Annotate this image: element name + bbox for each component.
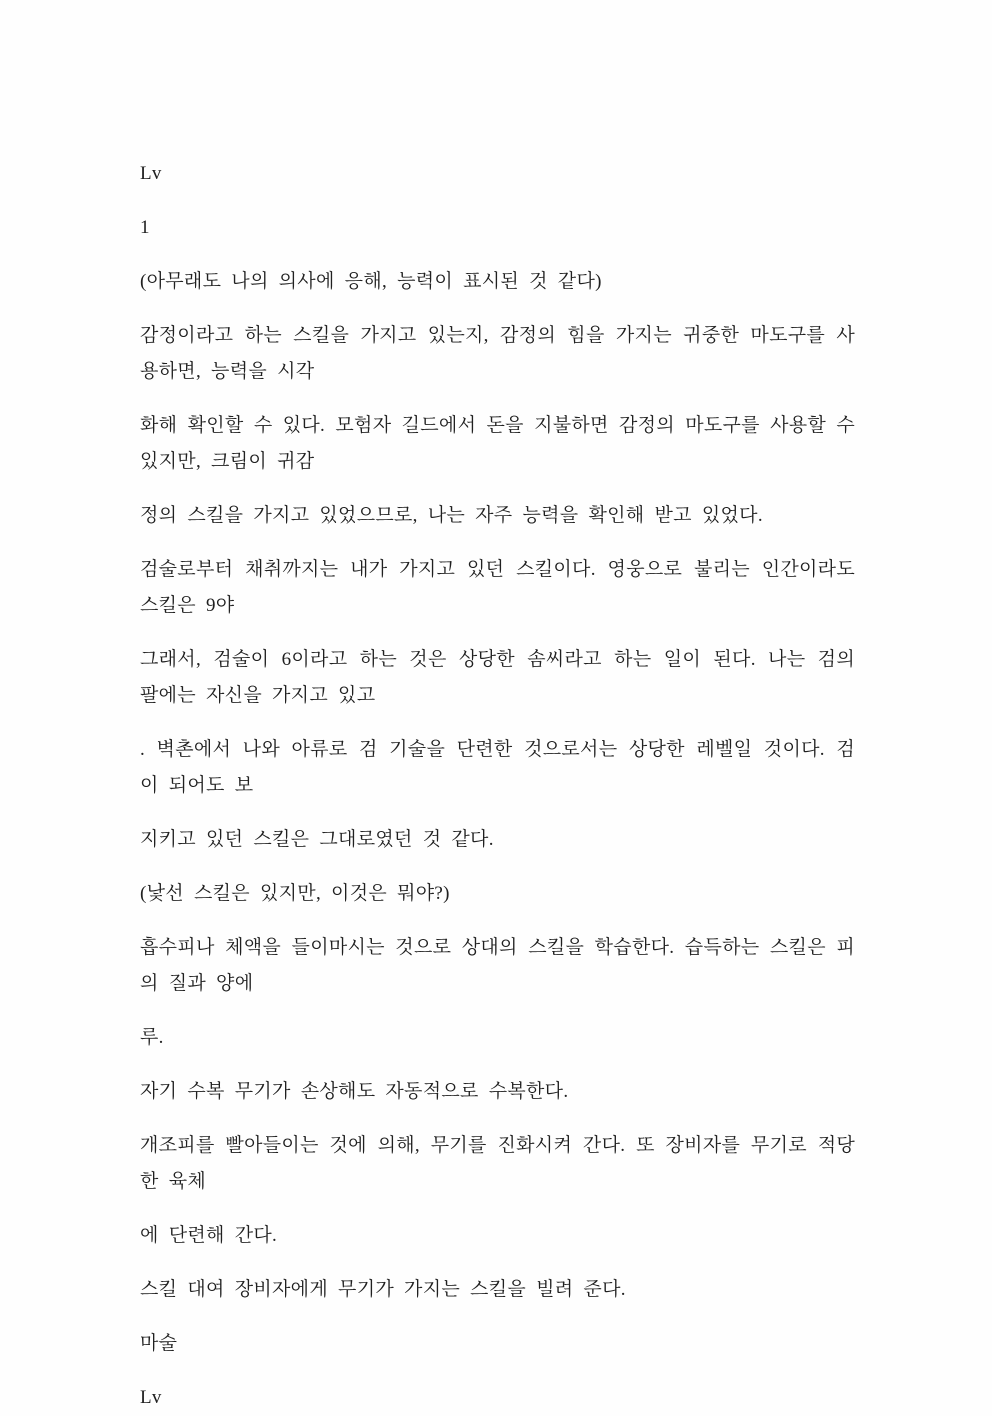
paragraph-ability-check: 정의 스킬을 가지고 있었으므로, 나는 자주 능력을 확인해 받고 있었다.	[140, 505, 763, 526]
paragraph-swordsmanship-6: 그래서, 검술이 6이라고 하는 것은 상당한 솜씨라고 하는 일이 된다. 나는 검의 팔에는 자신을 가지고 있고	[140, 649, 855, 706]
paragraph-kept-skills: 지키고 있던 스킬은 그대로였던 것 같다.	[140, 829, 494, 850]
paragraph-adventurer-guild: 화해 확인할 수 있다. 모험자 길드에서 돈을 지불하면 감정의 마도구를 사용할 수 있지만, 크림이 귀감	[140, 415, 855, 472]
paragraph-ru: 루.	[140, 1027, 164, 1048]
paragraph-inner-thought-1: (아무래도 나의 의사에 응해, 능력이 표시된 것 같다)	[140, 271, 602, 292]
paragraph-magic-label: 마술	[140, 1333, 178, 1354]
level-label-2: Lv	[140, 1387, 162, 1408]
paragraph-skill-lending: 스킬 대여 장비자에게 무기가 가지는 스킬을 빌려 준다.	[140, 1279, 626, 1300]
level-value: 1	[140, 217, 150, 238]
paragraph-village-training: . 벽촌에서 나와 아류로 검 기술을 단련한 것으로서는 상당한 레벨일 것이다. 검이 되어도 보	[140, 739, 855, 796]
paragraph-train-body: 에 단련해 간다.	[140, 1225, 278, 1246]
paragraph-self-repair: 자기 수복 무기가 손상해도 자동적으로 수복한다.	[140, 1081, 569, 1102]
paragraph-appraisal-skill: 감정이라고 하는 스킬을 가지고 있는지, 감정의 힘을 가지는 귀중한 마도구를 사용하면, 능력을 시각	[140, 325, 855, 382]
paragraph-blood-absorption: 흡수피나 체액을 들이마시는 것으로 상대의 스킬을 학습한다. 습득하는 스킬은 피의 질과 양에	[140, 937, 855, 994]
paragraph-inner-thought-2: (낯선 스킬은 있지만, 이것은 뭐야?)	[140, 883, 450, 904]
level-label: Lv	[140, 163, 162, 184]
paragraph-sword-to-gathering: 검술로부터 채취까지는 내가 가지고 있던 스킬이다. 영웅으로 불리는 인간이라도 스킬은 9야	[140, 559, 855, 616]
paragraph-remodel-blood: 개조피를 빨아들이는 것에 의해, 무기를 진화시켜 간다. 또 장비자를 무기로 적당한 육체	[140, 1135, 855, 1192]
